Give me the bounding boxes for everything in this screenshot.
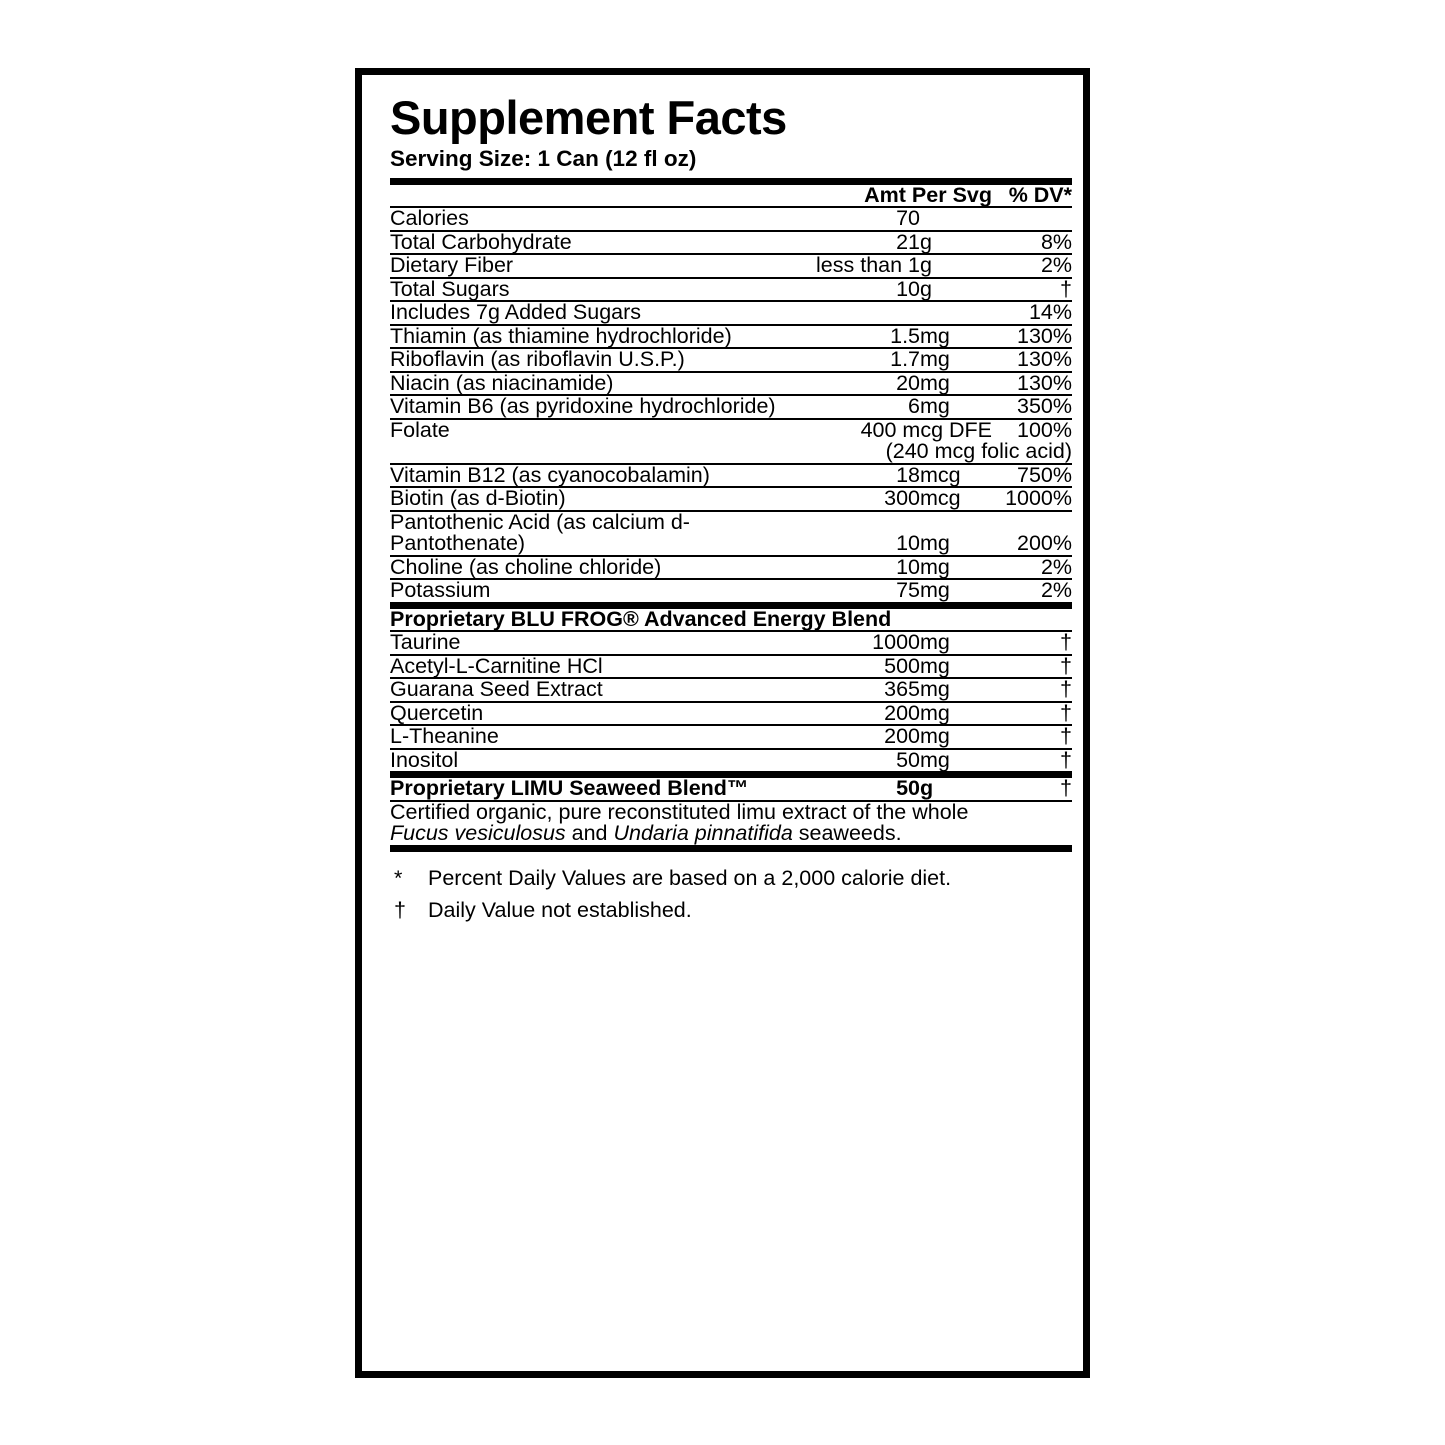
nutrient-amount: 20 <box>790 372 920 396</box>
table-row <box>390 579 1072 605</box>
nutrient-name: Total Carbohydrate <box>390 231 790 255</box>
table-row <box>390 631 1072 655</box>
nutrient-dv: 130% <box>992 372 1072 396</box>
ingredient-amount: 200 <box>790 702 920 726</box>
nutrient-amount: 21 <box>790 231 920 255</box>
serving-size: Serving Size: 1 Can (12 fl oz) <box>390 145 697 171</box>
ingredient-dv: † <box>992 725 1072 749</box>
nutrient-dv: 100% <box>992 419 1072 442</box>
header-amount: Amt Per Svg <box>790 181 992 207</box>
nutrient-unit: mg <box>920 325 992 349</box>
ingredient-unit: mg <box>920 725 992 749</box>
blend-heading-row <box>390 605 1072 631</box>
ingredient-name: Acetyl-L-Carnitine HCl <box>390 655 790 679</box>
blend-description-row <box>390 801 1072 849</box>
table-row <box>390 395 1072 419</box>
footnote-mark: † <box>394 898 406 922</box>
desc-italic-2: Undaria pinnatifida <box>613 821 793 846</box>
desc-italic-1: Fucus vesiculosus <box>390 821 566 846</box>
ingredient-name: Guarana Seed Extract <box>390 678 790 702</box>
nutrient-unit: g <box>920 254 992 278</box>
footnote-rule-row <box>390 848 1072 852</box>
nutrient-dv: 750% <box>992 464 1072 488</box>
header-spacer <box>390 181 790 207</box>
ingredient-amount: 500 <box>790 655 920 679</box>
blend-heading-row <box>390 775 1072 801</box>
nutrient-name: Riboflavin (as riboflavin U.S.P.) <box>390 348 790 372</box>
table-row <box>390 372 1072 396</box>
nutrient-dv: 350% <box>992 395 1072 419</box>
desc-mid: and <box>565 821 614 846</box>
ingredient-name: L-Theanine <box>390 725 790 749</box>
ingredient-amount: 50 <box>790 749 920 775</box>
nutrient-name: Includes 7g Added Sugars <box>390 301 790 325</box>
nutrient-dv: 2% <box>992 254 1072 278</box>
nutrient-amount: 18 <box>790 464 920 488</box>
ingredient-dv: † <box>992 702 1072 726</box>
ingredient-unit: mg <box>920 749 992 775</box>
nutrient-name: Biotin (as d-Biotin) <box>390 487 790 511</box>
table-row <box>390 301 1072 325</box>
nutrient-amount: 6 <box>790 395 920 419</box>
nutrient-unit: mg <box>920 348 992 372</box>
table-row <box>390 419 1072 442</box>
table-row <box>390 207 1072 231</box>
nutrient-name: Total Sugars <box>390 278 790 302</box>
nutrient-amount: 75 <box>790 579 920 605</box>
nutrient-name: Vitamin B6 (as pyridoxine hydrochloride) <box>390 395 790 419</box>
table-row <box>390 749 1072 775</box>
nutrient-unit: mg <box>920 372 992 396</box>
blend-amount: 50 <box>790 775 920 801</box>
nutrient-dv <box>992 207 1072 231</box>
nutrient-unit: g <box>920 231 992 255</box>
nutrient-amount: 70 <box>790 207 920 231</box>
nutrient-name: Pantothenic Acid (as calcium d-Pantothenate) <box>390 511 790 556</box>
table-row <box>390 702 1072 726</box>
ingredient-name: Inositol <box>390 749 790 775</box>
nutrient-name: Folate <box>390 419 790 442</box>
nutrient-unit: mcg <box>920 487 992 511</box>
nutrient-amount: less than 1 <box>790 254 920 278</box>
table-header-row <box>390 181 1072 207</box>
nutrient-name: Potassium <box>390 579 790 605</box>
nutrient-amount: 1.7 <box>790 348 920 372</box>
nutrient-dv: 2% <box>992 556 1072 580</box>
blend-description <box>390 801 1072 849</box>
nutrient-name: Thiamin (as thiamine hydrochloride) <box>390 325 790 349</box>
nutrition-table <box>390 178 1072 852</box>
ingredient-name: Quercetin <box>390 702 790 726</box>
table-row-subnote <box>390 441 1072 464</box>
table-row <box>390 655 1072 679</box>
nutrient-unit: mg <box>920 556 992 580</box>
table-row <box>390 725 1072 749</box>
table-row <box>390 325 1072 349</box>
ingredient-amount: 365 <box>790 678 920 702</box>
nutrient-amount: 10 <box>790 556 920 580</box>
ingredient-name: Taurine <box>390 631 790 655</box>
nutrient-dv: 200% <box>992 511 1072 556</box>
nutrient-amount: 300 <box>790 487 920 511</box>
nutrient-dv: 1000% <box>992 487 1072 511</box>
footnote-mark: * <box>394 865 403 890</box>
nutrient-unit: mg <box>920 511 992 556</box>
table-row <box>390 487 1072 511</box>
footnote-text: Percent Daily Values are based on a 2,000 calorie diet. <box>428 865 952 890</box>
supplement-facts-inner <box>390 93 1078 926</box>
nutrient-dv: 14% <box>992 301 1072 325</box>
ingredient-dv: † <box>992 631 1072 655</box>
blend-dv: † <box>992 775 1072 801</box>
nutrient-dv: 8% <box>992 231 1072 255</box>
nutrient-dv: † <box>992 278 1072 302</box>
ingredient-unit: mg <box>920 631 992 655</box>
nutrient-unit: mg <box>920 395 992 419</box>
header-dv: % DV* <box>992 181 1072 207</box>
page-title: Supplement Facts <box>390 91 787 144</box>
ingredient-dv: † <box>992 749 1072 775</box>
nutrient-name: Vitamin B12 (as cyanocobalamin) <box>390 464 790 488</box>
nutrient-unit: g <box>920 278 992 302</box>
table-row <box>390 511 1072 556</box>
nutrient-name: Calories <box>390 207 790 231</box>
table-row <box>390 464 1072 488</box>
folate-subnote: (240 mcg folic acid) <box>885 439 1073 464</box>
nutrient-unit: mcg <box>920 464 992 488</box>
table-row <box>390 231 1072 255</box>
ingredient-amount: 1000 <box>790 631 920 655</box>
ingredient-dv: † <box>992 678 1072 702</box>
ingredient-unit: mg <box>920 655 992 679</box>
nutrient-unit <box>920 301 992 325</box>
blend-heading-energy: Proprietary BLU FROG® Advanced Energy Blend <box>390 605 1072 631</box>
ingredient-unit: mg <box>920 678 992 702</box>
table-row <box>390 254 1072 278</box>
ingredient-dv: † <box>992 655 1072 679</box>
nutrient-name: Choline (as choline chloride) <box>390 556 790 580</box>
ingredient-unit: mg <box>920 702 992 726</box>
nutrient-dv: 130% <box>992 348 1072 372</box>
nutrient-dv: 130% <box>992 325 1072 349</box>
nutrient-unit <box>920 207 992 231</box>
table-row <box>390 556 1072 580</box>
desc-end: seaweeds. <box>792 821 902 846</box>
footnote-text: Daily Value not established. <box>428 898 692 922</box>
nutrient-amount: 10 <box>790 511 920 556</box>
nutrient-amount <box>790 301 920 325</box>
nutrient-dv: 2% <box>992 579 1072 605</box>
nutrient-amount: 1.5 <box>790 325 920 349</box>
desc-line1: Certified organic, pure reconstituted limu extract of the whole <box>390 799 969 824</box>
blend-unit: g <box>920 775 992 801</box>
nutrient-name: Dietary Fiber <box>390 254 790 278</box>
table-row <box>390 348 1072 372</box>
nutrient-amount: 400 mcg DFE <box>790 419 992 442</box>
supplement-facts-panel <box>355 68 1090 1378</box>
footnote-item <box>390 862 1078 894</box>
table-row <box>390 278 1072 302</box>
footnote-item <box>390 894 1078 926</box>
table-row <box>390 678 1072 702</box>
nutrient-name: Niacin (as niacinamide) <box>390 372 790 396</box>
blend-heading-limu: Proprietary LIMU Seaweed Blend™ <box>390 775 790 801</box>
nutrient-amount: 10 <box>790 278 920 302</box>
nutrient-unit: mg <box>920 579 992 605</box>
ingredient-amount: 200 <box>790 725 920 749</box>
footnotes <box>390 862 1078 927</box>
